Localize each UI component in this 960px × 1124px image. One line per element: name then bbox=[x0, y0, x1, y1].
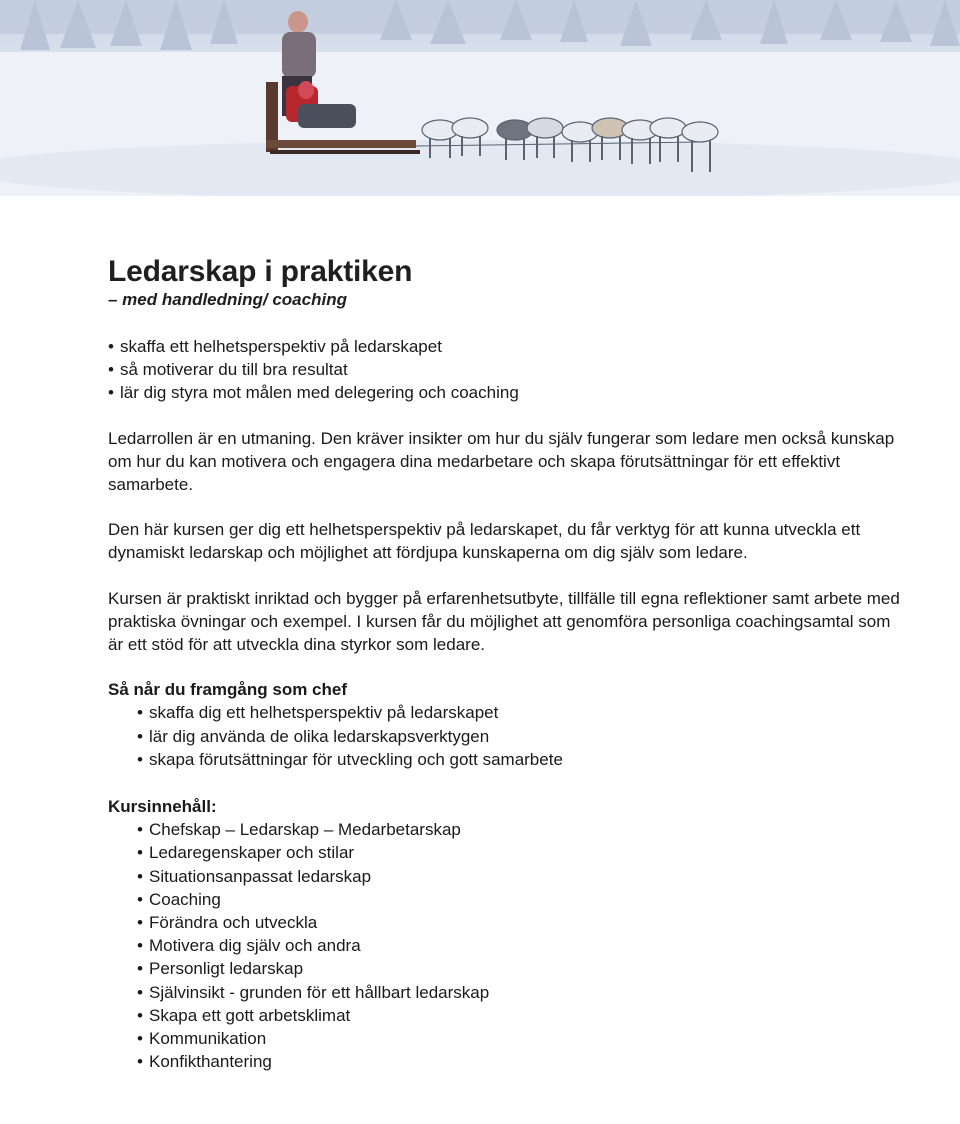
list-item: • Situationsanpassat ledarskap bbox=[137, 865, 908, 888]
list-item: • Konfikthantering bbox=[137, 1050, 908, 1073]
list-item: • skaffa ett helhetsperspektiv på ledarskapet bbox=[108, 335, 908, 358]
list-item: • Självinsikt - grunden för ett hållbart ledarskap bbox=[137, 981, 908, 1004]
page-title: Ledarskap i praktiken bbox=[108, 255, 413, 288]
course-content-heading: Kursinnehåll: bbox=[108, 797, 217, 817]
list-item: • Skapa ett gott arbetsklimat bbox=[137, 1004, 908, 1027]
course-content-list bbox=[137, 818, 908, 1073]
list-item: • lär dig använda de olika ledarskapsverktygen bbox=[137, 725, 908, 748]
success-bullet-list bbox=[137, 701, 908, 771]
list-item: • Chefskap – Ledarskap – Medarbetarskap bbox=[137, 818, 908, 841]
list-item: • så motiverar du till bra resultat bbox=[108, 358, 908, 381]
dog-sled-photo bbox=[0, 0, 960, 196]
list-item: • Personligt ledarskap bbox=[137, 957, 908, 980]
document-body bbox=[108, 253, 908, 1073]
paragraph-course-overview: Den här kursen ger dig ett helhetsperspektiv på ledarskapet, du får verktyg för att kunna utveckla ett dynamiskt ledarskap och möjlighet att fördjupa kunskaperna om dig själv som ledare. bbox=[108, 520, 861, 563]
list-item: • lär dig styra mot målen med delegering och coaching bbox=[108, 381, 908, 404]
hero-image bbox=[0, 0, 960, 196]
page-subtitle: – med handledning/ coaching bbox=[108, 290, 347, 309]
list-item: • Förändra och utveckla bbox=[137, 911, 908, 934]
paragraph-course-method: Kursen är praktiskt inriktad och bygger på erfarenhetsutbyte, tillfälle till egna reflektioner samt arbete med praktiska övningar och exempel. I kursen får du möjlighet att genomföra personliga coachingsamtal som är ett stöd för att utveckla dina styrkor som ledare. bbox=[108, 588, 900, 655]
list-item: • skaffa dig ett helhetsperspektiv på ledarskapet bbox=[137, 701, 908, 724]
paragraph-leadership-role: Ledarrollen är en utmaning. Den kräver insikter om hur du själv fungerar som ledare men också kunskap om hur du kan motivera och engagera dina medarbetare och skapa förutsättningar för ett effektivt samarbete. bbox=[108, 428, 895, 495]
list-item: • Coaching bbox=[137, 888, 908, 911]
success-heading: Så når du framgång som chef bbox=[108, 680, 347, 700]
list-item: • Motivera dig själv och andra bbox=[137, 934, 908, 957]
list-item: • skapa förutsättningar för utveckling och gott samarbete bbox=[137, 748, 908, 771]
intro-bullet-list bbox=[108, 335, 908, 405]
list-item: • Kommunikation bbox=[137, 1027, 908, 1050]
list-item: • Ledaregenskaper och stilar bbox=[137, 841, 908, 864]
